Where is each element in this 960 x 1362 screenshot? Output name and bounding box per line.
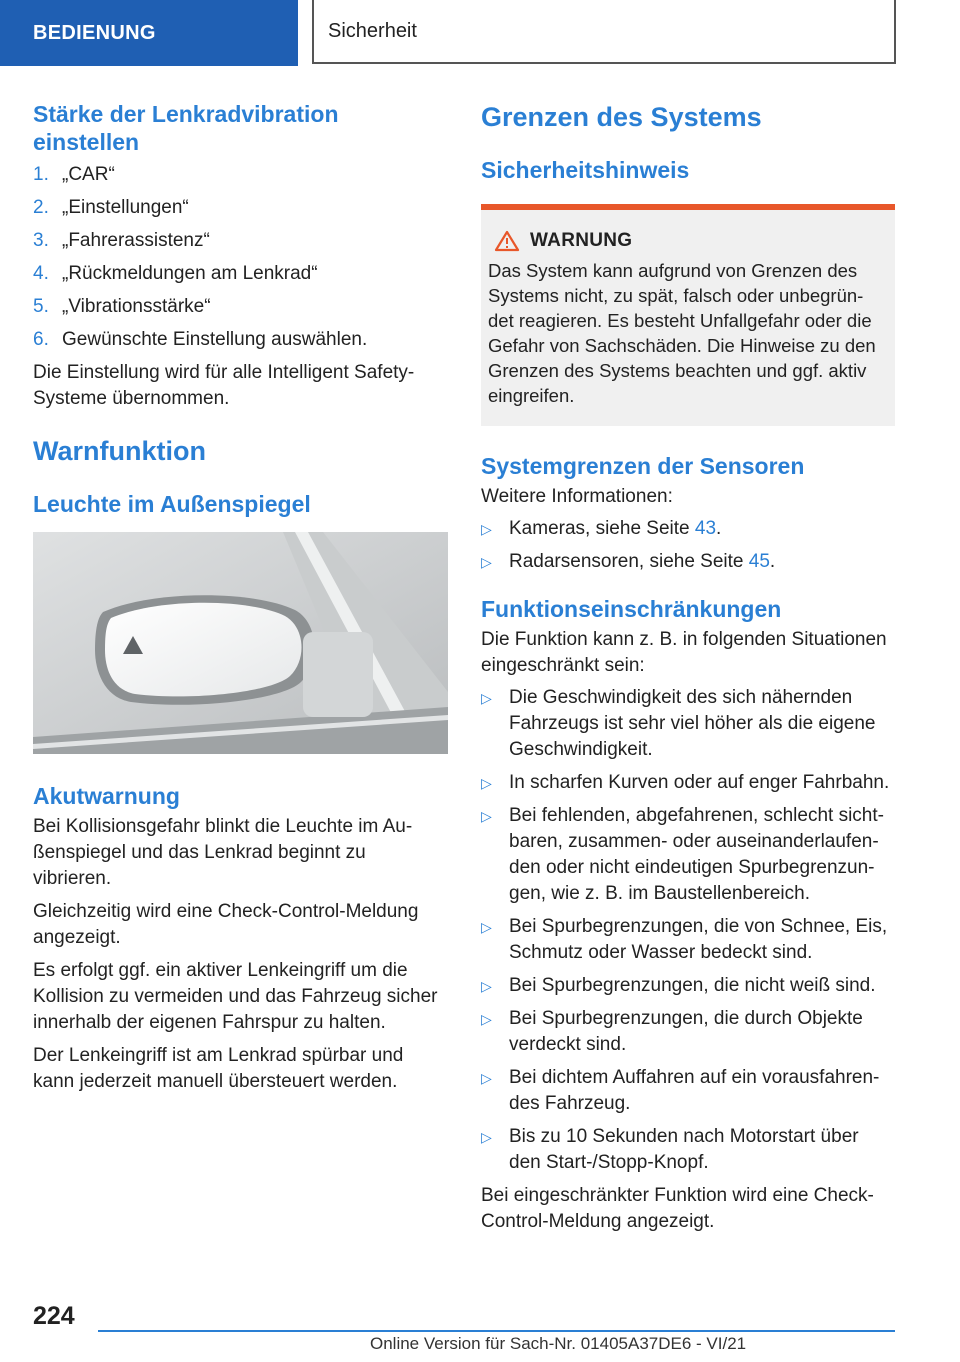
list-item: ▷ Bis zu 10 Sekunden nach Motorstart über den Start-/Stopp-Knopf. [481, 1124, 895, 1176]
page-number: 224 [33, 1302, 75, 1330]
right-column [481, 100, 895, 1235]
chapter-tab[interactable]: Sicherheit [312, 0, 896, 64]
list-item: 2. „Einstellungen“ [33, 197, 189, 218]
bullet-triangle-icon: ▷ [481, 1011, 492, 1027]
list-item: ▷ Radarsensoren, siehe Seite 45. [481, 549, 895, 575]
left-column [33, 100, 448, 1095]
footer-divider [98, 1330, 895, 1332]
bullet-triangle-icon: ▷ [481, 521, 492, 537]
heading-funktion: Funktionseinschränkungen [481, 596, 782, 622]
bullet-triangle-icon: ▷ [481, 1129, 492, 1145]
page-header [0, 0, 960, 66]
heading-vibration: Stärke der Lenkradvibration einstellen [33, 101, 339, 155]
funktion-list [481, 685, 895, 1176]
list-item: ▷ Bei Spurbegrenzungen, die durch Objekte verdeckt sind. [481, 1006, 895, 1058]
sensoren-list [481, 516, 895, 575]
list-item: 1. „CAR“ [33, 164, 115, 185]
page-link[interactable]: 43 [694, 518, 717, 539]
bullet-triangle-icon: ▷ [481, 690, 492, 706]
bullet-triangle-icon: ▷ [481, 775, 492, 791]
page-link[interactable]: 45 [748, 551, 770, 572]
funktion-note: Bei eingeschränkter Funktion wird eine Check-Control-Meldung angezeigt. [481, 1185, 874, 1232]
list-item: ▷ In scharfen Kurven oder auf enger Fahrbahn. [481, 770, 895, 796]
steps-list [33, 162, 448, 353]
heading-leuchte: Leuchte im Außenspiegel [33, 491, 311, 517]
warning-box [481, 204, 895, 426]
warning-text: Das System kann aufgrund von Grenzen des Systems nicht, zu spät, falsch oder unbegrün-det reagieren. Es besteht Unfallgefahr oder die Gefahr von Sachschäden. Die Hinweise zu den Grenzen des Systems beachten und ggf. aktiv eingreifen. [488, 260, 876, 406]
section-tab[interactable]: BEDIENUNG [0, 0, 298, 66]
mirror-illustration [33, 532, 448, 754]
list-item: 4. „Rückmeldungen am Lenkrad“ [33, 263, 318, 284]
footer-version: Online Version für Sach-Nr. 01405A37DE6 - VI/21 [370, 1334, 747, 1353]
bullet-triangle-icon: ▷ [481, 1070, 492, 1086]
bullet-triangle-icon: ▷ [481, 978, 492, 994]
heading-warnfunktion: Warnfunktion [33, 436, 206, 466]
bullet-triangle-icon: ▷ [481, 808, 492, 824]
list-item: ▷ Kameras, siehe Seite 43. [481, 516, 895, 542]
heading-akutwarnung: Akutwarnung [33, 783, 180, 809]
bullet-triangle-icon: ▷ [481, 554, 492, 570]
heading-grenzen: Grenzen des Systems [481, 102, 762, 132]
warning-triangle-icon [494, 230, 520, 252]
funktion-intro: Die Funktion kann z. B. in folgenden Situationen eingeschränkt sein: [481, 629, 887, 676]
list-item: 6. Gewünschte Einstellung auswählen. [33, 329, 368, 350]
warning-header [488, 230, 888, 252]
list-item: ▷ Bei fehlenden, abgefahrenen, schlecht sicht-baren, zusammen- oder auseinanderlaufen-den oder nicht eindeutigen Spurbegrenzun-gen, wie z. B. im Baustellenbereich. [481, 803, 895, 907]
heading-sicherheitshinweis: Sicherheitshinweis [481, 157, 690, 183]
list-item: 5. „Vibrationsstärke“ [33, 296, 211, 317]
list-item: ▷ Bei Spurbegrenzungen, die von Schnee, Eis, Schmutz oder Wasser bedeckt sind. [481, 914, 895, 966]
list-item: ▷ Bei Spurbegrenzungen, die nicht weiß sind. [481, 973, 895, 999]
list-item: 3. „Fahrerassistenz“ [33, 230, 210, 251]
heading-sensoren: Systemgrenzen der Sensoren [481, 453, 805, 479]
list-item: ▷ Bei dichtem Auffahren auf ein vorausfahren-des Fahrzeug. [481, 1065, 895, 1117]
bullet-triangle-icon: ▷ [481, 919, 492, 935]
steps-note: Die Einstellung wird für alle Intelligent Safety-Systeme übernommen. [33, 362, 415, 409]
akut-paragraph: Es erfolgt ggf. ein aktiver Lenkeingriff um die Kollision zu vermeiden und das Fahrzeug sicher innerhalb der eigenen Fahrspur zu halten. [33, 960, 438, 1033]
akut-paragraph: Bei Kollisionsgefahr blinkt die Leuchte im Au-ßenspiegel und das Lenkrad beginnt zu vibrieren. [33, 816, 413, 889]
sensoren-intro: Weitere Informationen: [481, 486, 673, 507]
list-item: ▷ Die Geschwindigkeit des sich nähernden Fahrzeugs ist sehr viel höher als die eigene Geschwindigkeit. [481, 685, 895, 763]
akut-paragraph: Gleichzeitig wird eine Check-Control-Meldung angezeigt. [33, 901, 419, 948]
akut-paragraph: Der Lenkeingriff ist am Lenkrad spürbar und kann jederzeit manuell übersteuert werden. [33, 1045, 404, 1092]
warning-title: WARNUNG [530, 230, 633, 251]
